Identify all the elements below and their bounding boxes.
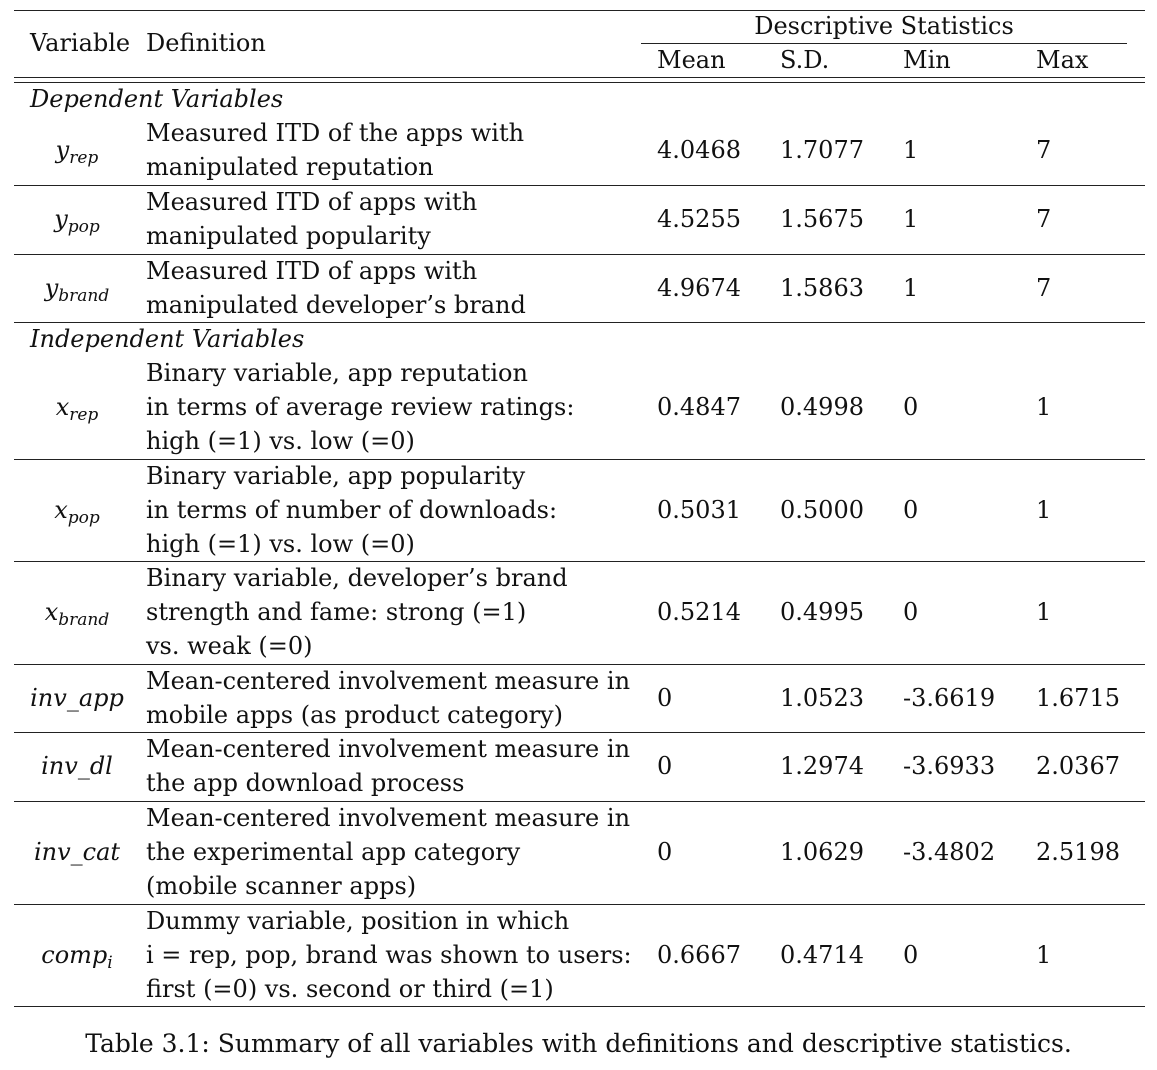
mean-value: 0 <box>657 752 673 780</box>
mean-value: 0.5031 <box>657 496 741 524</box>
min-value: 0 <box>903 598 919 626</box>
min-value: 0 <box>903 496 919 524</box>
sd-value: 1.5863 <box>780 274 864 302</box>
mean-value: 0.4847 <box>657 393 741 421</box>
max-value: 7 <box>1036 136 1052 164</box>
min-value: -3.6933 <box>903 752 996 780</box>
header-rule-1 <box>14 77 1145 78</box>
header-variable: Variable <box>30 29 131 57</box>
def-line: Mean-centered involvement measure in <box>146 735 631 763</box>
def-line: Measured ITD of apps with <box>146 188 478 216</box>
min-value: 0 <box>903 941 919 969</box>
header-descriptive-statistics: Descriptive Statistics <box>754 12 1014 40</box>
var-inv-app: inv_app <box>30 684 124 712</box>
mean-value: 0.6667 <box>657 941 741 969</box>
mean-value: 4.5255 <box>657 205 741 233</box>
def-line: Binary variable, developer’s brand <box>146 564 568 592</box>
var-y-rep: $y_{rep}$ <box>55 136 99 168</box>
max-value: 7 <box>1036 205 1052 233</box>
def-line: in terms of number of downloads: <box>146 496 558 524</box>
def-line: vs. weak (=0) <box>146 632 313 660</box>
var-y-brand: $y_{brand}$ <box>44 274 110 306</box>
def-line: the experimental app category <box>146 838 521 866</box>
sd-value: 0.4998 <box>780 393 864 421</box>
header-definition: Definition <box>146 29 266 57</box>
def-line: Dummy variable, position in which <box>146 907 570 935</box>
def-line: mobile apps (as product category) <box>146 701 563 729</box>
def-line: Mean-centered involvement measure in <box>146 804 631 832</box>
def-line: first (=0) vs. second or third (=1) <box>146 975 554 1003</box>
min-value: 1 <box>903 205 919 233</box>
var-inv-cat: inv_cat <box>33 838 121 866</box>
bottom-rule <box>14 1006 1145 1007</box>
header-max: Max <box>1036 46 1089 74</box>
mean-value: 0.5214 <box>657 598 741 626</box>
sd-value: 0.4995 <box>780 598 864 626</box>
header-sd: S.D. <box>780 46 830 74</box>
def-line: (mobile scanner apps) <box>146 872 417 900</box>
def-line: in terms of average review ratings: <box>146 393 575 421</box>
var-x-rep: $x_{rep}$ <box>55 393 99 425</box>
sd-value: 0.5000 <box>780 496 864 524</box>
def-line: i = rep, pop, brand was shown to users: <box>146 941 632 969</box>
mean-value: 4.9674 <box>657 274 741 302</box>
def-line: strength and fame: strong (=1) <box>146 598 527 626</box>
mean-value: 0 <box>657 838 673 866</box>
min-value: 0 <box>903 393 919 421</box>
sd-value: 1.2974 <box>780 752 864 780</box>
def-line: the app download process <box>146 769 465 797</box>
sd-value: 0.4714 <box>780 941 864 969</box>
max-value: 1 <box>1036 941 1052 969</box>
sd-value: 1.0523 <box>780 684 864 712</box>
var-x-pop: $x_{pop}$ <box>54 496 100 528</box>
max-value: 2.5198 <box>1036 838 1120 866</box>
sd-value: 1.0629 <box>780 838 864 866</box>
def-line: Measured ITD of the apps with <box>146 119 525 147</box>
def-line: Mean-centered involvement measure in <box>146 667 631 695</box>
def-line: Measured ITD of apps with <box>146 257 478 285</box>
var-inv-dl: inv_dl <box>41 752 113 780</box>
header-min: Min <box>903 46 951 74</box>
var-comp-i: comp$_i$ <box>41 941 113 973</box>
min-value: 1 <box>903 136 919 164</box>
max-value: 1 <box>1036 393 1052 421</box>
mean-value: 4.0468 <box>657 136 741 164</box>
def-line: manipulated developer’s brand <box>146 291 526 319</box>
mean-value: 0 <box>657 684 673 712</box>
max-value: 7 <box>1036 274 1052 302</box>
var-x-brand: $x_{brand}$ <box>44 598 110 630</box>
table-caption: Table 3.1: Summary of all variables with definitions and descriptive statistics. <box>85 1029 1072 1058</box>
def-line: Binary variable, app reputation <box>146 359 528 387</box>
var-y-pop: $y_{pop}$ <box>54 205 100 237</box>
max-value: 1 <box>1036 598 1052 626</box>
def-line: manipulated popularity <box>146 222 431 250</box>
def-line: Binary variable, app popularity <box>146 462 526 490</box>
min-value: -3.6619 <box>903 684 996 712</box>
max-value: 2.0367 <box>1036 752 1120 780</box>
min-value: -3.4802 <box>903 838 996 866</box>
sd-value: 1.5675 <box>780 205 864 233</box>
min-value: 1 <box>903 274 919 302</box>
def-line: manipulated reputation <box>146 153 434 181</box>
def-line: high (=1) vs. low (=0) <box>146 427 415 455</box>
header-mean: Mean <box>657 46 726 74</box>
sd-value: 1.7077 <box>780 136 864 164</box>
section-dependent-variables: Dependent Variables <box>30 85 284 113</box>
def-line: high (=1) vs. low (=0) <box>146 530 415 558</box>
section-independent-variables: Independent Variables <box>30 325 305 353</box>
max-value: 1.6715 <box>1036 684 1120 712</box>
max-value: 1 <box>1036 496 1052 524</box>
